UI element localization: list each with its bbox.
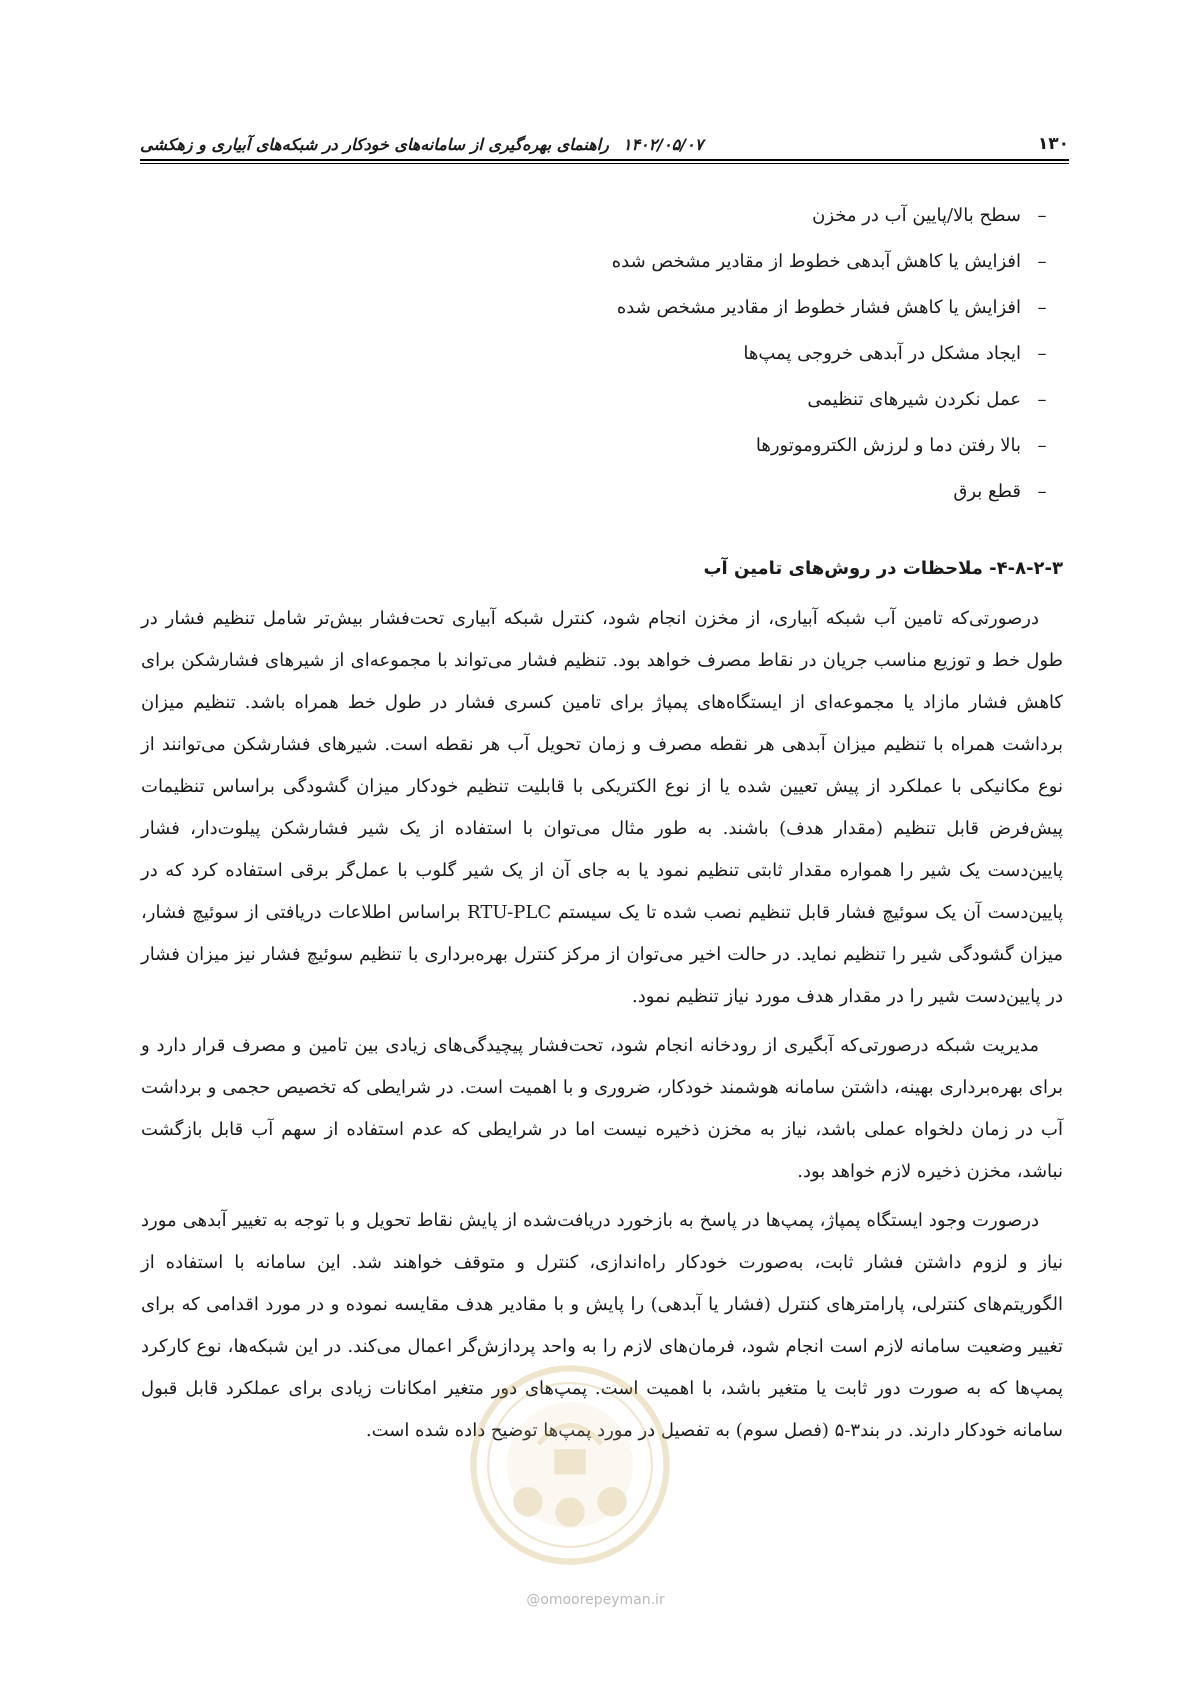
list-item (612, 248, 1063, 294)
header-title: راهنمای بهره‌گیری از سامانه‌های خودکار در شبکه‌های آبیاری و زهکشی (140, 135, 609, 154)
list-item-text: افزایش یا کاهش آبدهی خطوط از مقادیر مشخص شده (611, 251, 1021, 272)
list-item-text: ایجاد مشکل در آبدهی خروجی پمپ‌ها (743, 343, 1021, 364)
list-item (612, 478, 1063, 524)
dash-bullet: – (1037, 481, 1047, 502)
header-divider (140, 159, 1069, 164)
dash-bullet: – (1037, 297, 1047, 318)
watermark-url: @omoorepeyman.ir (526, 1592, 665, 1608)
list-item-text: عمل نکردن شیرهای تنظیمی (807, 389, 1021, 410)
paragraph: درصورتی‌که تامین آب شبکه آبیاری، از مخزن انجام شود، کنترل شبکه آبیاری تحت‌فشار بیش‌تر شامل تنظیم فشار در طول خط و توزیع مناسب جریان در نقاط مصرف خواهد بود. تنظیم فشار می‌تواند با مجموعه‌ای از شیرهای فشارشکن برای کاهش فشار مازاد یا مجموعه‌ای از ایستگاه‌های پمپاژ برای تامین کسری فشار در طول خط همراه باشد. تنظیم میزان برداشت همراه با تنظیم میزان آبدهی هر نقطه مصرف و زمان تحویل آب هر نقطه است. شیرهای فشارشکن می‌توانند از نوع مکانیکی با عملکرد از پیش تعیین شده یا از نوع الکتریکی با قابلیت تنظیم خودکار میزان گشودگی براساس تنظیمات پیش‌فرض قابل تنظیم (مقدار هدف) باشند. به طور مثال می‌توان با استفاده از یک شیر فشارشکن پیلوت‌دار، فشار پایین‌دست یک شیر را همواره مقدار ثابتی تنظیم نمود یا به جای آن از یک شیر گلوب با عمل‌گر برقی استفاده کرد که در پایین‌دست آن یک سوئیچ فشار قابل تنظیم نصب شده تا یک سیستم RTU-PLC براساس اطلاعات دریافتی از سوئیچ فشار، میزان گشودگی شیر را تنظیم نماید. در حالت اخیر می‌توان از مرکز کنترل بهره‌برداری با تنظیم سوئیچ فشار نیز میزان فشار در پایین‌دست شیر را در مقدار هدف مورد نیاز تنظیم نمود. (141, 608, 1064, 1007)
paragraph: درصورت وجود ایستگاه پمپاژ، پمپ‌ها در پاسخ به بازخورد دریافت‌شده از پایش نقاط تحویل و با توجه به تغییر آبدهی مورد نیاز و لزوم داشتن فشار ثابت، به‌صورت خودکار راه‌اندازی، کنترل و متوقف خواهند شد. این سامانه با استفاده از الگوریتم‌های کنترلی، پارامترهای کنترل (فشار یا آبدهی) را پایش و با مقادیر هدف مقایسه نموده و در مورد اقدامی که برای تغییر وضعیت سامانه لازم است انجام شود، فرمان‌های لازم را به واحد پردازش‌گر اعمال می‌کند. در این شبکه‌ها، نوع کارکرد پمپ‌ها که به صورت دور ثابت یا متغیر باشد، با اهمیت است. پمپ‌های دور متغیر امکانات زیادی برای عملکرد قابل قبول سامانه خودکار دارند. در بند۳-۵ (فصل سوم) به تفصیل در مورد پمپ‌ها توضیح داده شده است. (141, 1210, 1063, 1441)
paragraph: مدیریت شبکه درصورتی‌که آبگیری از رودخانه انجام شود، تحت‌فشار پیچیدگی‌های زیادی بین تامین و مصرف قرار دارد و برای بهره‌برداری بهینه، داشتن سامانه هوشمند خودکار، ضروری و با اهمیت است. در شرایطی که تخصیص حجمی و برداشت آب در زمان دلخواه عملی باشد، نیاز به مخزن ذخیره نیست اما در شرایطی که عدم استفاده از سهم آب قابل بازگشت نباشد، مخزن ذخیره لازم خواهد بود. (141, 1035, 1063, 1182)
dash-bullet: – (1037, 389, 1047, 410)
list-item-text: قطع برق (953, 481, 1021, 502)
list-item-text: سطح بالا/پایین آب در مخزن (812, 205, 1021, 226)
list-item (612, 340, 1063, 386)
page-number: ۱۳۰ (1037, 134, 1069, 154)
list-item (612, 202, 1063, 248)
list-item (612, 386, 1063, 432)
dash-bullet: – (1037, 435, 1047, 456)
list-item-text: افزایش یا کاهش فشار خطوط از مقادیر مشخص شده (616, 297, 1021, 318)
header-date: ۱۴۰۲/۰۵/۰۷ (622, 135, 704, 154)
section-heading: ۴-۸-۲-۳- ملاحظات در روش‌های تامین آب (703, 558, 1063, 579)
list-item (612, 432, 1063, 478)
body-text (141, 598, 1063, 1459)
dash-bullet: – (1037, 251, 1047, 272)
page-header (140, 128, 1069, 154)
list-item-text: بالا رفتن دما و لرزش الکتروموتورها (755, 435, 1021, 456)
bullet-list (612, 202, 1063, 524)
list-item (612, 294, 1063, 340)
dash-bullet: – (1037, 205, 1047, 226)
dash-bullet: – (1037, 343, 1047, 364)
